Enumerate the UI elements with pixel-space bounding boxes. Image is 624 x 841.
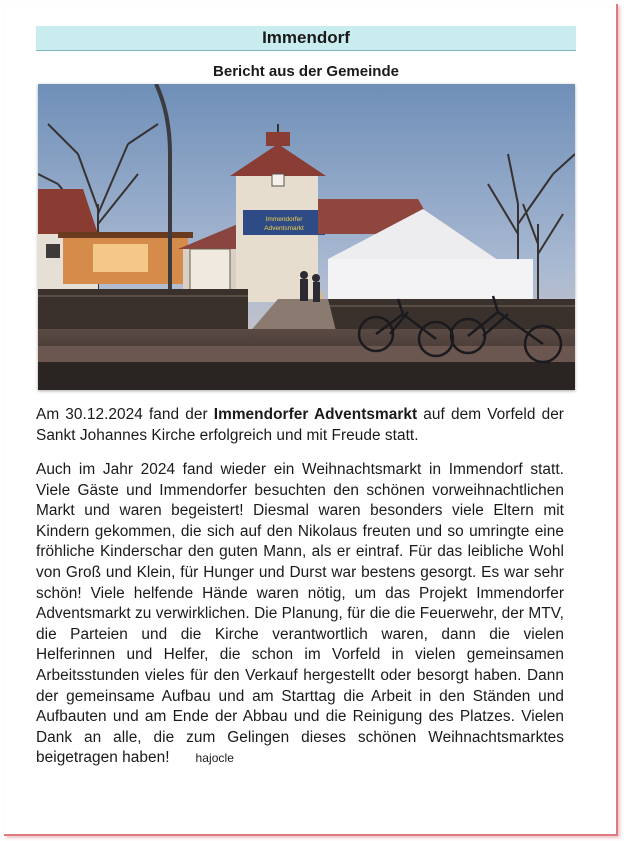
article-body-text: Auch im Jahr 2024 fand wieder ein Weihnachtsmarkt in Immendorf statt. Viele Gäste und Immendorfer besuchten den schönen vorweihnachtlichen Markt und waren begeistert! Diesmal waren besonders viele Eltern mit Kindern gekommen, die sich auf den Nikolaus freuten und so umringte eine fröhliche Kinderschar den guten Mann, als er eintraf. Für das leibliche Wohl von Groß und Klein, für Hunger und Durst war bestens gesorgt. Es war sehr schön! Viele helfende Hände waren nötig, um das Projekt Immendorfer Adventsmarkt zu verwirklichen. Die Planung, für die die Feuerwehr, der MTV, die Parteien und die Kirche verantwortlich waren, dann die vielen Helferinnen und Helfer, die schon im Vorfeld in vielen gemeinsamen Arbeitsstunden vieles für den Verkauf hergestellt oder besorgt haben. Dann der gemeinsame Aufbau und am Starttag die Arbeit in den Ständen und Aufbauten und am Ende der Abbau und die Reinigung des Platzes. Vielen Dank an alle, die zum Gelingen dieses schönen Weihnachtsmarktes beigetragen haben! — [36, 461, 564, 767]
article-intro — [36, 405, 564, 446]
intro-text-start: Am 30.12.2024 fand der — [36, 406, 214, 423]
svg-text:Adventsmarkt: Adventsmarkt — [264, 225, 304, 232]
page-title: Immendorf — [36, 26, 576, 51]
article-body — [36, 460, 564, 769]
intro-text-end: auf dem Vorfeld der Sankt Johannes Kirche erfolgreich und mit Freude statt. — [36, 406, 564, 444]
author-signature: hajocle — [195, 751, 234, 766]
section-subtitle: Bericht aus der Gemeinde — [213, 63, 399, 80]
event-name: Immendorfer Adventsmarkt — [213, 406, 418, 423]
svg-text:Immendorfer: Immendorfer — [265, 216, 303, 223]
article-photo — [38, 84, 575, 390]
